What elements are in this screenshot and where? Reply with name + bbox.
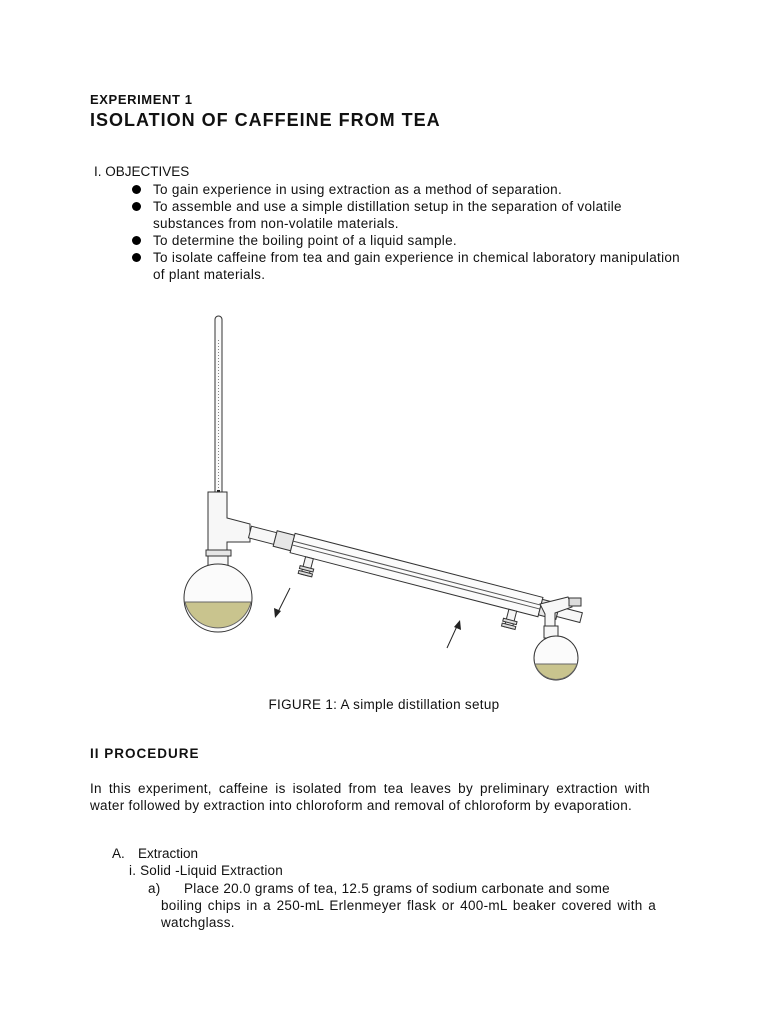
distillation-head: [208, 492, 250, 552]
procedure-intro: In this experiment, caffeine is isolated from tea leaves by preliminary extraction with water followed by extraction into chloroform and removal of chloroform by evaporation.: [90, 781, 650, 813]
procedure-heading: II PROCEDURE: [90, 746, 200, 761]
section-a-number: A.: [112, 846, 125, 861]
bullet-icon: [132, 202, 141, 211]
list-item: [132, 249, 692, 283]
bullet-icon: [132, 236, 141, 245]
list-item: [132, 198, 692, 232]
list-item: [132, 181, 692, 198]
section-a-heading: [112, 846, 198, 861]
water-out-arrow: [277, 588, 290, 614]
condenser: [290, 533, 543, 616]
objective-text: To determine the boiling point of a liquid sample.: [153, 233, 457, 248]
section-a-label: Extraction: [138, 846, 199, 861]
step-label: a): [148, 881, 161, 896]
objective-text: To gain experience in using extraction as a method of separation.: [153, 182, 562, 197]
procedure-step: [148, 880, 656, 931]
experiment-label: EXPERIMENT 1: [90, 92, 193, 107]
bullet-icon: [132, 253, 141, 262]
bullet-icon: [132, 185, 141, 194]
objective-text: To isolate caffeine from tea and gain experience in chemical laboratory manipulation of plant materials.: [153, 250, 680, 282]
step-text-continued: boiling chips in a 250-mL Erlenmeyer flask or 400-mL beaker covered with a watchglass.: [161, 898, 656, 930]
subsection-heading: i. Solid -Liquid Extraction: [129, 863, 283, 878]
objectives-list: [132, 181, 692, 283]
objectives-heading: I. OBJECTIVES: [94, 164, 190, 179]
objective-text: To assemble and use a simple distillation setup in the separation of volatile substances from non-volatile materials.: [153, 199, 622, 231]
flask-liquid: [185, 602, 251, 628]
list-item: [132, 232, 692, 249]
figure-caption: FIGURE 1: A simple distillation setup: [268, 697, 500, 712]
distillation-setup-figure: [180, 310, 590, 685]
step-text-line1: Place 20.0 grams of tea, 12.5 grams of sodium carbonate and some: [184, 881, 610, 896]
page-title: ISOLATION OF CAFFEINE FROM TEA: [90, 110, 441, 130]
